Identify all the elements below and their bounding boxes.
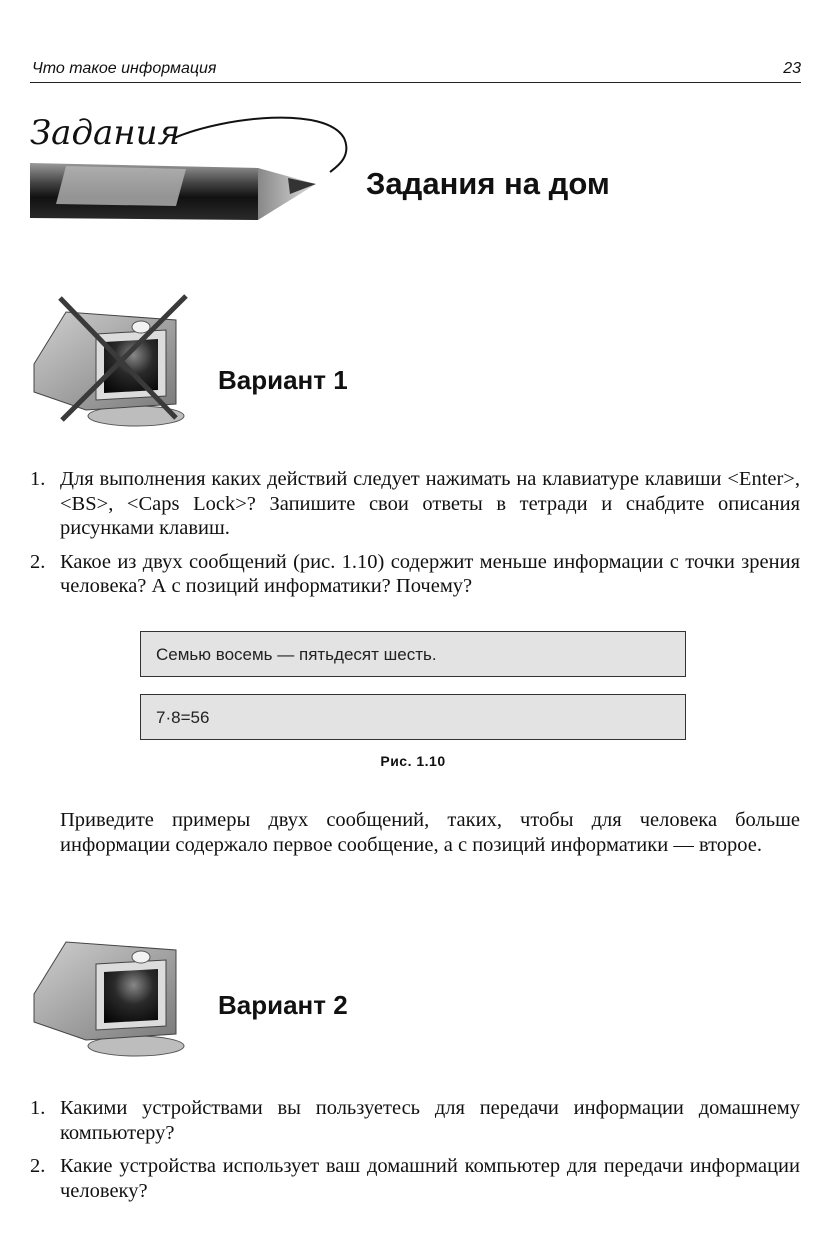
list-item-text: Какое из двух сообщений (рис. 1.10) содержит меньше информации с точки зрения человека? А с позиций информатики? Почему? bbox=[60, 550, 800, 597]
running-head-title: Что такое информация bbox=[32, 60, 217, 77]
page-number: 23 bbox=[783, 60, 801, 77]
crossed-monitor-icon bbox=[26, 292, 196, 432]
section-heading: Задания на дом bbox=[366, 166, 610, 201]
variant2-task-list bbox=[30, 1096, 800, 1212]
list-item-text: Какие устройства использует ваш домашний компьютер для передачи информации человеку? bbox=[60, 1155, 800, 1202]
running-head bbox=[30, 60, 801, 83]
pencil-banner-icon bbox=[26, 108, 356, 224]
list-item bbox=[30, 1096, 800, 1145]
list-item bbox=[30, 550, 800, 599]
list-item-text: Для выполнения каких действий следует нажимать на клавиатуре клавиши <Enter>, <BS>, <Caps Lock>? Запишите свои ответы в тетради и снабдите описания рисунками клавиш. bbox=[60, 468, 800, 539]
variant2-heading: Вариант 2 bbox=[218, 990, 348, 1020]
variant1-task-list bbox=[30, 467, 800, 608]
list-item-number: 1. bbox=[30, 1097, 46, 1119]
banner-script-word: Задания bbox=[30, 113, 181, 153]
message-box-verbal: Семью восемь — пятьдесят шесть. bbox=[140, 631, 686, 677]
task-paragraph: Приведите примеры двух сообщений, таких, чтобы для человека больше информации содержало первое сообщение, а с позиций информатики — второе. bbox=[60, 809, 800, 856]
list-item-number: 2. bbox=[30, 1155, 46, 1177]
monitor-icon bbox=[26, 922, 196, 1062]
list-item bbox=[30, 1154, 800, 1203]
variant1-heading: Вариант 1 bbox=[218, 365, 348, 395]
figure-caption: Рис. 1.10 bbox=[380, 753, 446, 769]
list-item-number: 2. bbox=[30, 550, 46, 573]
list-item-number: 1. bbox=[30, 468, 46, 490]
list-item bbox=[30, 467, 800, 541]
message-box-numeric: 7·8=56 bbox=[140, 694, 686, 740]
list-item-text: Какими устройствами вы пользуетесь для передачи информации домашнему компьютеру? bbox=[60, 1097, 800, 1144]
